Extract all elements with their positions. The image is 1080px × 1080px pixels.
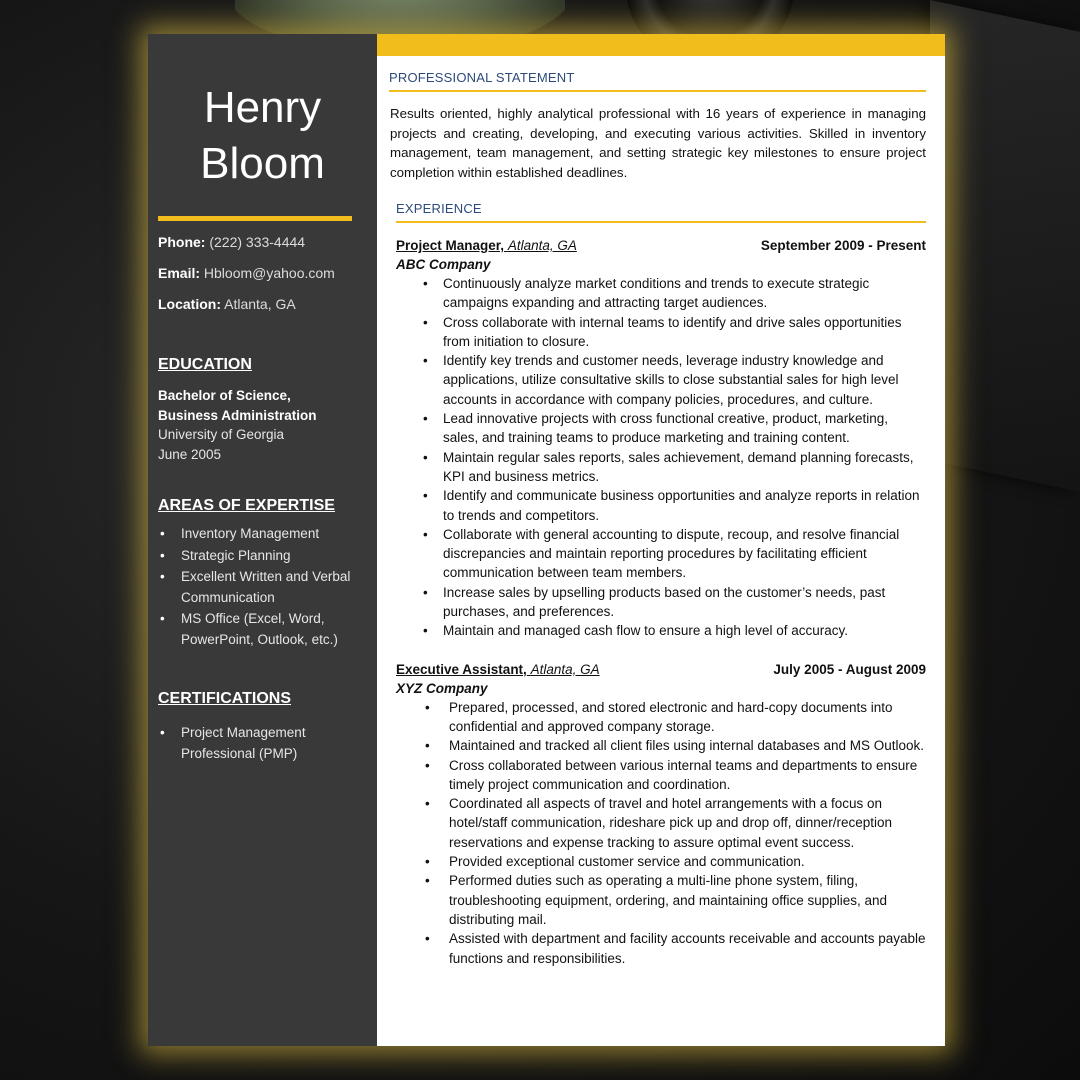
list-item: • Provided exceptional customer service and communication. [449,852,926,871]
list-item: • Assisted with department and facility accounts receivable and accounts payable functions and responsibilities. [449,929,926,968]
certifications-list [158,723,377,764]
list-item: • Identify and communicate business opportunities and analyze reports in relation to trends and competitors. [443,486,926,525]
degree-line-2: Business Administration [158,407,317,423]
education-entry [158,386,377,464]
contact-location [158,296,377,327]
school-name: University of Georgia [158,427,285,442]
degree-line-1: Bachelor of Science, [158,388,291,403]
list-item: • Performed duties such as operating a multi-line phone system, filing, troubleshooting equipment, ordering, and maintaining office supplies, and distributing mail. [449,871,926,929]
list-item: • Increase sales by upselling products based on the customer’s needs, past purchases, and preferences. [443,583,926,622]
last-name: Bloom [200,139,325,188]
list-item: • Collaborate with general accounting to dispute, recoup, and resolve financial discrepancies and maintain reporting procedures by facilitating efficient communication between team members. [443,525,926,583]
graduation-date: June 2005 [158,446,222,462]
list-item: • Strategic Planning [158,546,377,567]
resume-page [148,34,945,1046]
list-item: • Maintained and tracked all client files using internal databases and MS Outlook. [449,736,926,755]
list-item: • Lead innovative projects with cross functional creative, product, marketing, sales, and training teams to produce marketing and training content. [443,409,926,448]
job-dates: July 2005 - August 2009 [773,661,926,677]
list-item: • Maintain and managed cash flow to ensure a high level of accuracy. [443,621,926,640]
list-item: • Project Management Professional (PMP) [158,723,377,764]
list-item: • Prepared, processed, and stored electronic and hard-copy documents into confidential and approved company storage. [449,698,926,737]
list-item: • Maintain regular sales reports, sales achievement, demand planning forecasts, KPI and business metrics. [443,448,926,487]
list-item: • Continuously analyze market conditions and trends to execute strategic campaigns expanding and attracting target audiences. [443,274,926,313]
email-value: Hbloom@yahoo.com [203,265,335,281]
list-item: • Cross collaborated between various internal teams and departments to ensure timely project communication and coordination. [449,756,926,795]
list-item: • Identify key trends and customer needs, leverage industry knowledge and applications, utilize consultative skills to close substantial sales for high level accounts in accordance with company policies, procedures, and culture. [443,351,926,409]
statement-heading: PROFESSIONAL STATEMENT [389,70,926,92]
education-heading: EDUCATION [158,356,252,373]
resume-main-column [377,34,945,1046]
contact-info [158,234,377,327]
accent-top-bar [377,34,945,56]
experience-heading: EXPERIENCE [396,201,926,223]
list-item: • Cross collaborate with internal teams to identify and drive sales opportunities from initiation to closure. [443,313,926,352]
job-location: Atlanta, GA [530,661,600,677]
list-item: • Excellent Written and Verbal Communication [158,567,377,608]
job-bullets [396,698,926,968]
job-role: Project Manager, [396,238,505,253]
certifications-heading: CERTIFICATIONS [158,690,292,707]
job-location: Atlanta, GA [507,238,577,253]
job-title [396,660,600,679]
location-value: Atlanta, GA [224,296,296,312]
job-entry-1 [396,236,926,641]
location-label: Location: [158,296,221,312]
candidate-name [148,80,377,192]
job-bullets [396,274,926,641]
expertise-heading: AREAS OF EXPERTISE [158,497,335,514]
job-entry-2 [396,660,926,968]
phone-value: (222) 333-4444 [209,234,306,250]
first-name: Henry [203,83,322,132]
job-dates: September 2009 - Present [760,238,926,253]
contact-phone [158,234,377,265]
company-name: XYZ Company [396,680,488,696]
list-item: • Coordinated all aspects of travel and hotel arrangements with a focus on hotel/staff communication, rideshare pick up and drop off, dinner/reception reservations and expense tracking to assure optimal event success. [449,794,926,852]
list-item: • Inventory Management [158,524,377,545]
phone-label: Phone: [158,234,206,250]
resume-sidebar [148,34,377,1046]
statement-text: Results oriented, highly analytical professional with 16 years of experience in managing projects and creating, developing, and executing various activities. Skilled in inventory management, team management, and setting strategic key milestones to ensure project completion within established deadlines. [390,106,926,180]
contact-email [158,265,377,296]
job-title [396,236,577,255]
expertise-list [158,524,377,650]
list-item: • MS Office (Excel, Word, PowerPoint, Outlook, etc.) [158,609,377,650]
email-label: Email: [158,265,201,281]
notebook-decoration [930,0,1080,492]
name-divider [158,216,352,221]
company-name: ABC Company [396,257,491,272]
job-role: Executive Assistant, [396,661,527,677]
